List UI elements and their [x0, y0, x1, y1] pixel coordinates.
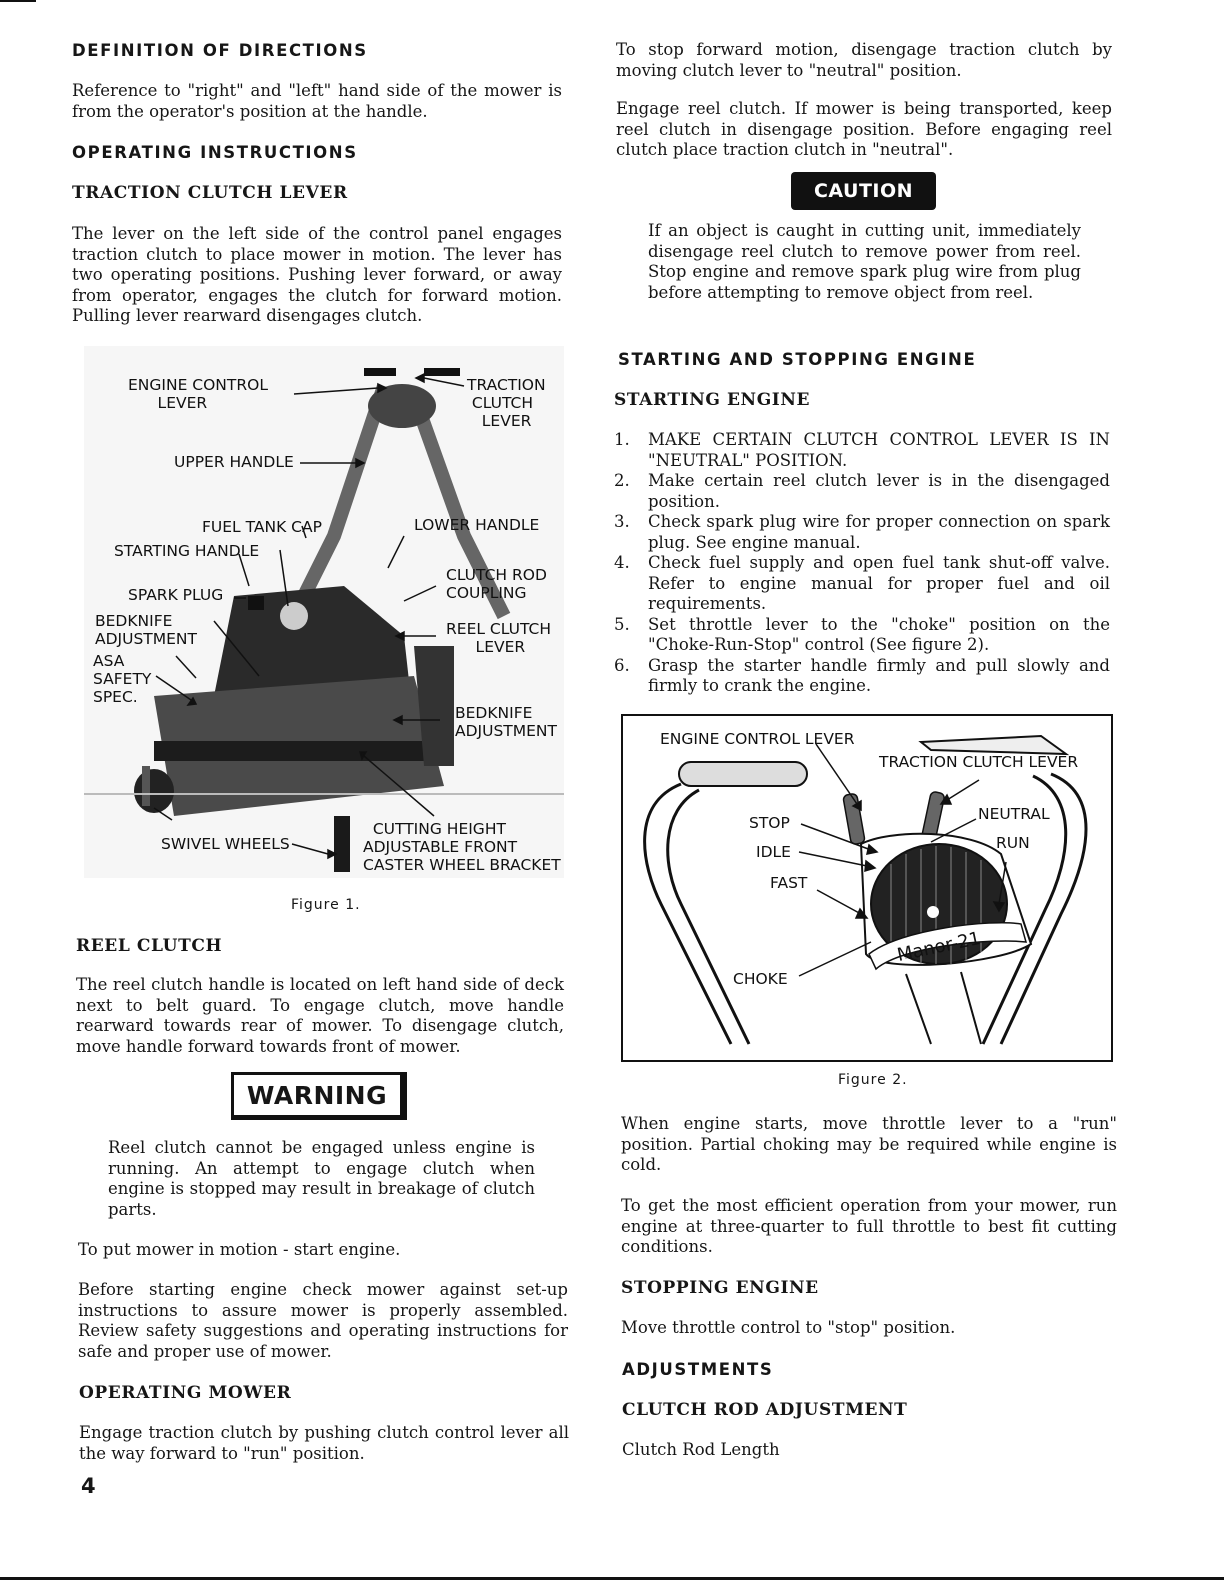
- top-scan-mark: [0, 0, 36, 2]
- fig2-label-choke: CHOKE: [733, 970, 788, 988]
- label-cutting-height: CUTTING HEIGHT ADJUSTABLE FRONT CASTER WHEEL BRACKET: [363, 820, 561, 874]
- list-item: [614, 471, 1110, 512]
- fig2-label-fast: FAST: [770, 874, 808, 892]
- fig2-label-stop: STOP: [749, 814, 790, 832]
- bottom-rule: [0, 1577, 1224, 1580]
- starting-stopping-heading: STARTING AND STOPPING ENGINE: [618, 350, 977, 369]
- starting-steps-list: [614, 430, 1110, 697]
- traction-clutch-text: The lever on the left side of the control panel engages traction clutch to place mower in motion. The lever has two operating positions. Pushing lever forward, or away from operator, engages the clutch for forward motion. Pulling lever rearward disengages clutch.: [72, 224, 562, 325]
- swivel-wheel-shape: [134, 769, 174, 813]
- adjustments-heading: ADJUSTMENTS: [622, 1360, 774, 1379]
- fig2-label-traction-clutch-lever: TRACTION CLUTCH LEVER: [879, 753, 1079, 771]
- before-starting-text: Before starting engine check mower against set-up instructions to assure mower is properly assembled. Review safety suggestions and operating instructions for safe and proper use of mower.: [78, 1280, 568, 1361]
- label-bedknife-adjustment-right: BEDKNIFE ADJUSTMENT: [455, 704, 557, 740]
- fig2-label-run: RUN: [996, 834, 1030, 852]
- label-swivel-wheels: SWIVEL WHEELS: [161, 835, 290, 853]
- operating-instructions-heading: OPERATING INSTRUCTIONS: [72, 143, 358, 162]
- step-number: 6.: [614, 655, 630, 675]
- when-engine-starts-text: When engine starts, move throttle lever to a "run" position. Partial choking may be required while engine is cold.: [621, 1114, 1117, 1174]
- step-number: 2.: [614, 471, 630, 490]
- caution-badge: CAUTION: [791, 172, 936, 210]
- list-item: [614, 553, 1110, 615]
- stop-forward-text: To stop forward motion, disengage traction clutch by moving clutch lever to "neutral" position.: [616, 40, 1112, 80]
- label-fuel-tank-cap: FUEL TANK CAP: [202, 518, 322, 536]
- starting-engine-subheading: STARTING ENGINE: [614, 390, 811, 410]
- label-asa-safety-spec: ASA SAFETY SPEC.: [93, 652, 152, 706]
- fig2-label-neutral: NEUTRAL: [978, 805, 1050, 823]
- definition-text: Reference to "right" and "left" hand side of the mower is from the operator's position at the handle.: [72, 81, 562, 121]
- step-text: Check fuel supply and open fuel tank shut-off valve. Refer to engine manual for proper fuel and oil requirements.: [648, 553, 1110, 613]
- step-text: Check spark plug wire for proper connection on spark plug. See engine manual.: [648, 512, 1110, 552]
- stopping-engine-subheading: STOPPING ENGINE: [621, 1278, 819, 1298]
- list-item: [614, 512, 1110, 553]
- step-number: 3.: [614, 512, 630, 531]
- reel-clutch-text: The reel clutch handle is located on left hand side of deck next to belt guard. To engage clutch, move handle rearward towards rear of mower. To disengage clutch, move handle forward towards front of mower.: [76, 975, 564, 1056]
- list-item: [614, 430, 1110, 471]
- list-item: [614, 615, 1110, 656]
- list-item: [614, 656, 1110, 697]
- move-throttle-text: Move throttle control to "stop" position.: [621, 1318, 956, 1337]
- step-text: Set throttle lever to the "choke" position on the "Choke-Run-Stop" control (See figure 2).: [648, 614, 1110, 654]
- step-text: Grasp the starter handle firmly and pull slowly and firmly to crank the engine.: [648, 655, 1110, 695]
- warning-badge: WARNING: [231, 1072, 407, 1120]
- label-engine-control-lever: ENGINE CONTROL LEVER: [128, 376, 268, 412]
- label-starting-handle: STARTING HANDLE: [114, 542, 260, 560]
- definition-heading: DEFINITION OF DIRECTIONS: [72, 41, 368, 60]
- step-text: MAKE CERTAIN CLUTCH CONTROL LEVER IS IN "NEUTRAL" POSITION.: [648, 430, 1110, 470]
- engage-reel-text: Engage reel clutch. If mower is being transported, keep reel clutch in disengage position. Before engaging reel clutch place traction clutch in "neutral".: [616, 99, 1112, 159]
- put-in-motion-text: To put mower in motion - start engine.: [78, 1240, 401, 1259]
- reel-clutch-subheading: REEL CLUTCH: [76, 936, 223, 956]
- label-lower-handle: LOWER HANDLE: [414, 516, 540, 534]
- step-number: 4.: [614, 553, 630, 572]
- fig2-label-idle: IDLE: [756, 843, 791, 861]
- clutch-rod-adjustment-subheading: CLUTCH ROD ADJUSTMENT: [622, 1400, 908, 1420]
- label-reel-clutch-lever: REEL CLUTCH LEVER: [446, 620, 551, 656]
- handle-grip: [679, 762, 807, 786]
- step-number: 1.: [614, 430, 630, 449]
- operating-mower-subheading: OPERATING MOWER: [79, 1383, 292, 1403]
- fig2-label-engine-control-lever: ENGINE CONTROL LEVER: [660, 730, 855, 748]
- brand-label: Manor-21: [895, 927, 983, 967]
- label-clutch-rod-coupling: CLUTCH ROD COUPLING: [446, 566, 547, 602]
- label-spark-plug: SPARK PLUG: [128, 586, 224, 604]
- clutch-rod-length-text: Clutch Rod Length: [622, 1440, 780, 1459]
- caution-text: If an object is caught in cutting unit, immediately disengage reel clutch to remove power from reel. Stop engine and remove spark plug wire from plug before attempting to remove object from reel.: [648, 221, 1081, 302]
- traction-clutch-subheading: TRACTION CLUTCH LEVER: [72, 183, 348, 203]
- label-upper-handle: UPPER HANDLE: [174, 453, 294, 471]
- label-bedknife-adjustment-left: BEDKNIFE ADJUSTMENT: [95, 612, 197, 648]
- label-traction-clutch-lever: TRACTION CLUTCH LEVER: [467, 376, 546, 430]
- figure-1-caption: Figure 1.: [291, 897, 361, 913]
- efficient-operation-text: To get the most efficient operation from your mower, run engine at three-quarter to full throttle to best fit cutting conditions.: [621, 1196, 1117, 1256]
- step-text: Make certain reel clutch lever is in the disengaged position.: [648, 471, 1110, 511]
- page-number: 4: [81, 1474, 96, 1498]
- engage-traction-text: Engage traction clutch by pushing clutch control lever all the way forward to "run" position.: [79, 1423, 569, 1463]
- figure-2-caption: Figure 2.: [838, 1072, 908, 1088]
- warning-text: Reel clutch cannot be engaged unless engine is running. An attempt to engage clutch when engine is stopped may result in breakage of clutch parts.: [108, 1138, 535, 1219]
- step-number: 5.: [614, 614, 630, 634]
- fuel-tank-cap-shape: [280, 602, 308, 630]
